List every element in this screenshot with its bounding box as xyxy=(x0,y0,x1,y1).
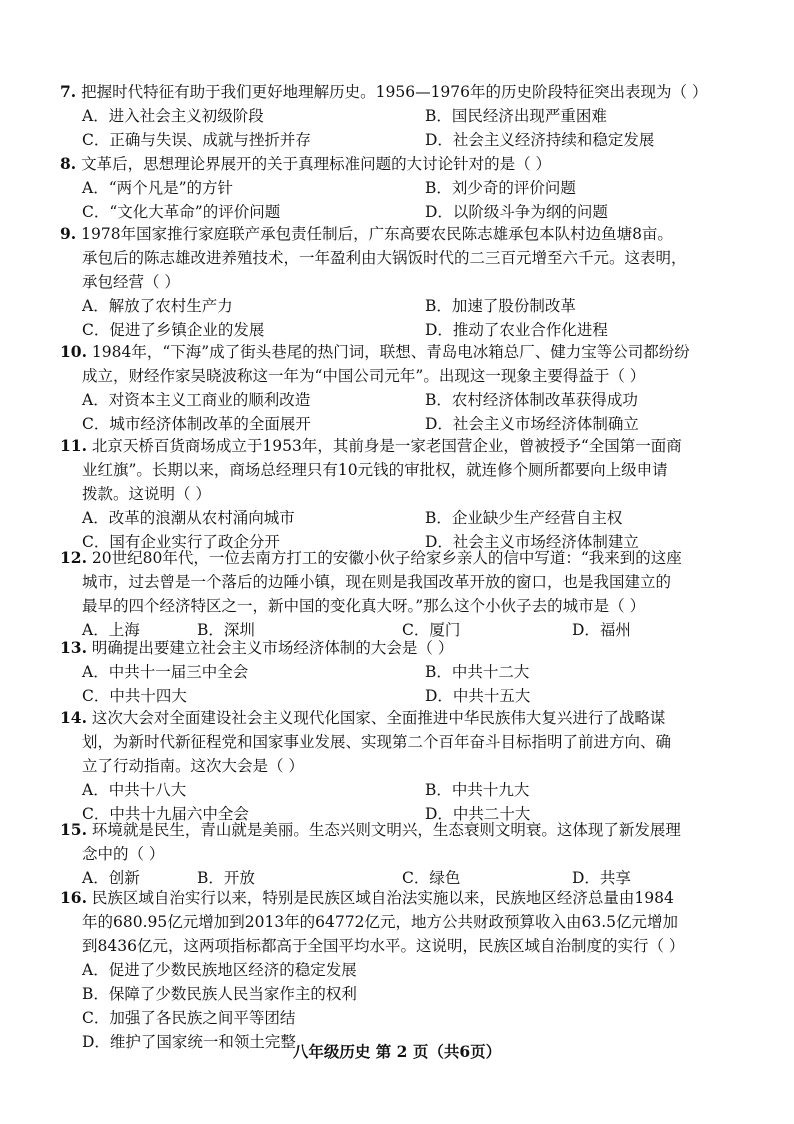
question-stem: 1984年，“下海”成了街头巷尾的热门词，联想、青岛电冰箱总厂、健力宝等公司都纷纷 xyxy=(91,343,690,361)
options xyxy=(60,176,720,224)
options xyxy=(60,660,720,708)
option-b: B．中共十九大 xyxy=(425,781,530,799)
option-c: C．正确与失误、成就与挫折并存 xyxy=(82,131,311,149)
option-b: B．深圳 xyxy=(197,621,255,639)
question-stem: 北京天桥百货商场成立于1953年，其前身是一家老国营企业，曾被授予“全国第一面商 xyxy=(91,437,682,455)
option-b: B．农村经济体制改革获得成功 xyxy=(425,391,638,409)
question-10 xyxy=(60,340,720,436)
question-number: 11. xyxy=(60,436,87,455)
question-stem-line: 城市，过去曾是一个落后的边陲小镇，现在则是我国改革开放的窗口，也是我国建立的 xyxy=(82,573,672,591)
question-8 xyxy=(60,152,720,224)
question-number: 8. xyxy=(60,154,77,173)
question-stem: 民族区域自治实行以来，特别是民族区域自治法实施以来，民族地区经济总量由1984 xyxy=(91,889,674,907)
option-b: B．保障了少数民族人民当家作主的权利 xyxy=(82,985,357,1003)
option-a: A．解放了农村生产力 xyxy=(82,297,233,315)
question-stem-line: 承包经营（ ） xyxy=(82,273,180,291)
question-number: 12. xyxy=(60,548,87,567)
question-stem-line: 到8436亿元，这两项指标都高于全国平均水平。这说明，民族区域自治制度的实行（ ） xyxy=(82,937,685,955)
option-d: D．中共二十大 xyxy=(425,805,531,823)
question-stem-line: 念中的（ ） xyxy=(82,845,165,863)
question-15 xyxy=(60,818,720,890)
option-a: A．进入社会主义初级阶段 xyxy=(82,107,264,125)
question-7 xyxy=(60,80,720,152)
option-b: B．刘少奇的评价问题 xyxy=(425,179,576,197)
option-a: A．中共十八大 xyxy=(82,781,187,799)
option-b: B．中共十二大 xyxy=(425,663,530,681)
option-c: C．国有企业实行了政企分开 xyxy=(82,533,280,551)
option-c: C．中共十四大 xyxy=(82,687,187,705)
option-d: D．推动了农业合作化进程 xyxy=(425,321,608,339)
option-a: A．促进了少数民族地区经济的稳定发展 xyxy=(82,961,357,979)
question-9 xyxy=(60,222,720,342)
question-number: 10. xyxy=(60,342,87,361)
question-stem-line: 承包后的陈志雄改进养殖技术，一年盈利由大锅饭时代的二三百元增至六千元。这表明， xyxy=(82,249,687,267)
question-number: 9. xyxy=(60,224,77,243)
question-stem-line: 成立，财经作家吴晓波称这一年为“中国公司元年”。出现这一现象主要得益于（ ） xyxy=(82,367,646,385)
question-stem-line: 业红旗”。长期以来，商场总经理只有10元钱的审批权，就连修个厕所都要向上级申请 xyxy=(82,461,668,479)
question-stem: 文革后，思想理论界展开的关于真理标准问题的大讨论针对的是（ ） xyxy=(81,155,552,173)
option-d: D．中共十五大 xyxy=(425,687,531,705)
option-a: A．“两个凡是”的方针 xyxy=(82,179,234,197)
question-11 xyxy=(60,434,720,554)
option-b: B．企业缺少生产经营自主权 xyxy=(425,509,623,527)
question-12 xyxy=(60,546,720,642)
question-stem: 环境就是民生，青山就是美丽。生态兴则文明兴，生态衰则文明衰。这体现了新发展理 xyxy=(91,821,681,839)
option-a: A．创新 xyxy=(82,869,140,887)
option-b: B．加速了股份制改革 xyxy=(425,297,576,315)
option-b: B．开放 xyxy=(197,869,255,887)
option-d: D．维护了国家统一和领土完整 xyxy=(82,1033,296,1051)
question-13 xyxy=(60,636,720,708)
question-stem-line: 年的680.95亿元增加到2013年的64772亿元，地方公共财政预算收入由63.5亿元增加 xyxy=(82,913,679,931)
option-c: C．中共十九届六中全会 xyxy=(82,805,249,823)
question-stem: 1978年国家推行家庭联产承包责任制后，广东高要农民陈志雄承包本队村边鱼塘8亩。 xyxy=(81,225,673,243)
option-d: D．福州 xyxy=(572,621,631,639)
question-number: 14. xyxy=(60,708,87,727)
page-footer: 八年级历史 第 2 页（共6页） xyxy=(292,1042,502,1061)
question-number: 16. xyxy=(60,888,87,907)
option-d: D．以阶级斗争为纲的问题 xyxy=(425,203,608,221)
question-stem-line: 拨款。这说明（ ） xyxy=(82,485,211,503)
question-14 xyxy=(60,706,720,826)
option-d: D．共享 xyxy=(572,869,631,887)
options xyxy=(60,388,720,436)
option-c: C．城市经济体制改革的全面展开 xyxy=(82,415,311,433)
options xyxy=(60,294,720,342)
option-c: C．“文化大革命”的评价问题 xyxy=(82,203,281,221)
question-stem-line: 立了行动指南。这次大会是（ ） xyxy=(82,757,304,775)
option-c: C．绿色 xyxy=(402,869,461,887)
option-c: C．促进了乡镇企业的发展 xyxy=(82,321,265,339)
option-d: D．社会主义市场经济体制建立 xyxy=(425,533,639,551)
question-number: 13. xyxy=(60,638,87,657)
option-d: D．社会主义市场经济体制确立 xyxy=(425,415,639,433)
option-b: B．国民经济出现严重困难 xyxy=(425,107,607,125)
question-stem: 把握时代特征有助于我们更好地理解历史。1956—1976年的历史阶段特征突出表现为（ ） xyxy=(81,83,708,101)
question-stem: 这次大会对全面建设社会主义现代化国家、全面推进中华民族伟大复兴进行了战略谋 xyxy=(91,709,666,727)
option-d: D．社会主义经济持续和稳定发展 xyxy=(425,131,655,149)
question-number: 15. xyxy=(60,820,87,839)
option-a: A．对资本主义工商业的顺利改造 xyxy=(82,391,311,409)
option-a: A．上海 xyxy=(82,621,140,639)
question-stem: 20世纪80年代，一位去南方打工的安徽小伙子给家乡亲人的信中写道：“我来到的这座 xyxy=(91,549,682,567)
options xyxy=(60,104,720,152)
option-a: A．中共十一届三中全会 xyxy=(82,663,249,681)
question-number: 7. xyxy=(60,82,77,101)
option-a: A．改革的浪潮从农村涌向城市 xyxy=(82,509,295,527)
option-c: C．厦门 xyxy=(402,621,461,639)
question-stem: 明确提出要建立社会主义市场经济体制的大会是（ ） xyxy=(91,639,454,657)
question-stem-line: 最早的四个经济特区之一，新中国的变化真大呀。”那么这个小伙子去的城市是（ ） xyxy=(82,597,646,615)
question-stem-line: 划，为新时代新征程党和国家事业发展、实现第二个百年奋斗目标指明了前进方向、确 xyxy=(82,733,672,751)
question-16 xyxy=(60,886,720,1054)
option-c: C．加强了各民族之间平等团结 xyxy=(82,1009,296,1027)
